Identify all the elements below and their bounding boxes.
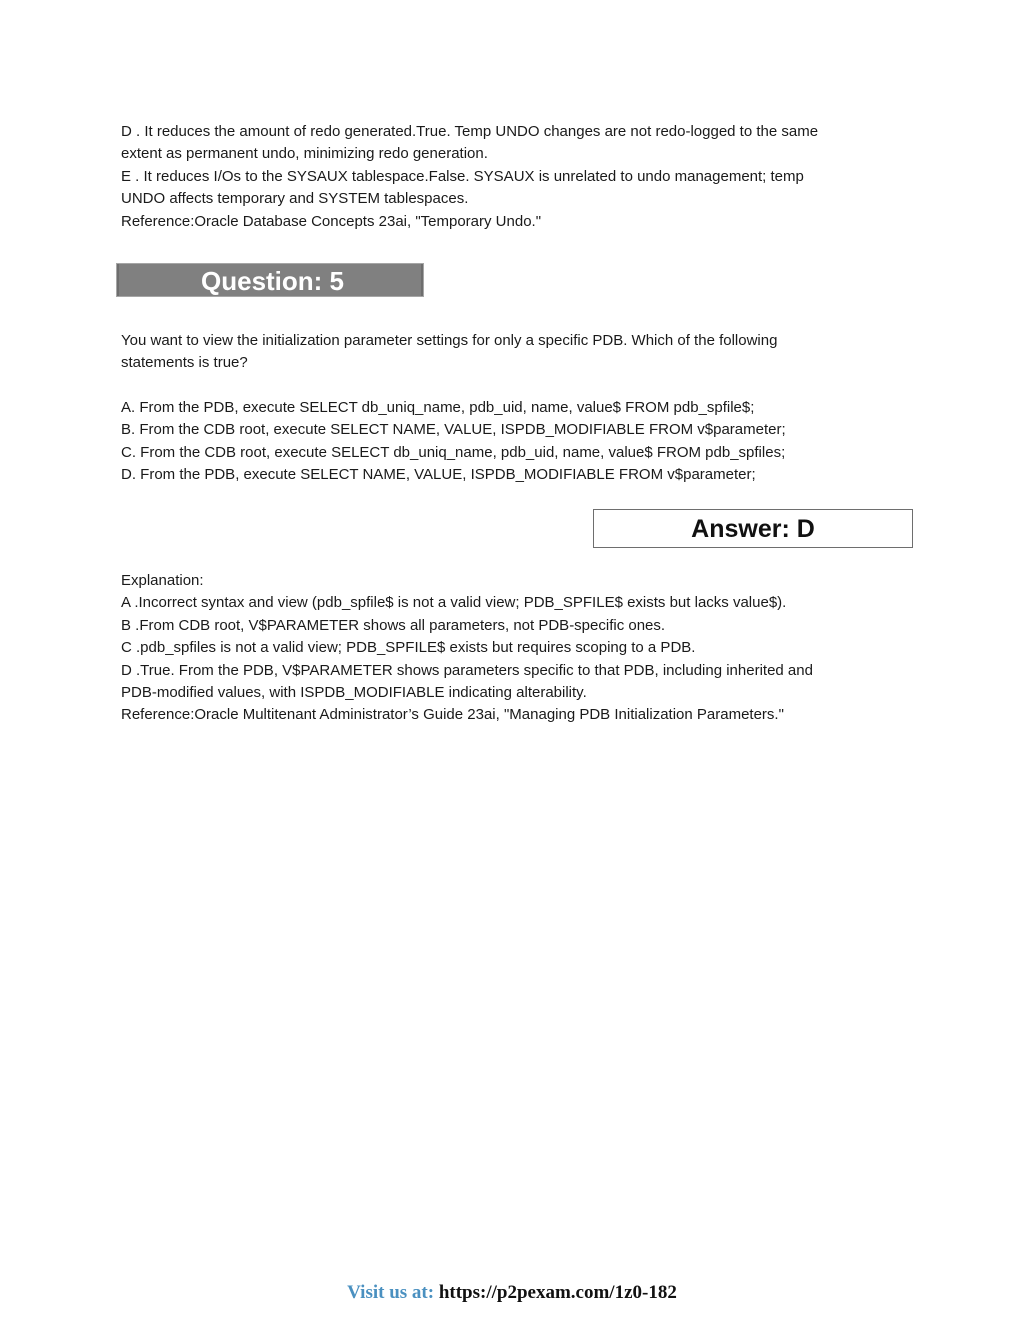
explanation xyxy=(121,570,921,727)
explanation-line: B .From CDB root, V$PARAMETER shows all parameters, not PDB-specific ones. xyxy=(121,616,666,634)
option-a: A. From the PDB, execute SELECT db_uniq_name, pdb_uid, name, value$ FROM pdb_spfile$; xyxy=(121,399,755,416)
text-line: statements is true? xyxy=(121,354,248,372)
explanation-line: D .True. From the PDB, V$PARAMETER shows parameters specific to that PDB, including inherited and xyxy=(121,661,813,679)
footer xyxy=(0,1281,1024,1305)
explanation-line: PDB-modified values, with ISPDB_MODIFIABLE indicating alterability. xyxy=(121,684,587,702)
option-b: B. From the CDB root, execute SELECT NAME, VALUE, ISPDB_MODIFIABLE FROM v$parameter; xyxy=(121,421,786,439)
explanation-line: C .pdb_spfiles is not a valid view; PDB_SPFILE$ exists but requires scoping to a PDB. xyxy=(121,639,696,657)
option-d: D. From the PDB, execute SELECT NAME, VALUE, ISPDB_MODIFIABLE FROM v$parameter; xyxy=(121,466,756,484)
reference-line: Reference:Oracle Multitenant Administrator’s Guide 23ai, "Managing PDB Initialization Parameters." xyxy=(121,706,784,724)
text-line: UNDO affects temporary and SYSTEM tablespaces. xyxy=(121,190,469,208)
explanation-line: A .Incorrect syntax and view (pdb_spfile$ is not a valid view; PDB_SPFILE$ exists but lacks value$). xyxy=(121,594,787,612)
text-line: E . It reduces I/Os to the SYSAUX tablespace.False. SYSAUX is unrelated to undo management; temp xyxy=(121,167,804,185)
explanation-heading: Explanation: xyxy=(121,572,204,589)
text-line: D . It reduces the amount of redo generated.True. Temp UNDO changes are not redo-logged to the same xyxy=(121,123,819,140)
text-line: You want to view the initialization parameter settings for only a specific PDB. Which of the following xyxy=(121,332,778,349)
question-header xyxy=(116,263,424,297)
answer-options xyxy=(121,397,921,487)
footer-url-link[interactable]: https://p2pexam.com/1z0-182 xyxy=(438,1282,677,1303)
question-title: Question: 5 xyxy=(201,266,345,296)
question-text xyxy=(121,330,921,375)
text-line: extent as permanent undo, minimizing redo generation. xyxy=(121,145,488,163)
answer-box xyxy=(593,509,913,548)
option-c: C. From the CDB root, execute SELECT db_uniq_name, pdb_uid, name, value$ FROM pdb_spfiles; xyxy=(121,443,786,461)
previous-answer-explanation xyxy=(121,121,921,233)
footer-label: Visit us at: xyxy=(347,1282,435,1303)
reference-line: Reference:Oracle Database Concepts 23ai, "Temporary Undo." xyxy=(121,212,542,230)
answer-label: Answer: D xyxy=(691,515,815,543)
